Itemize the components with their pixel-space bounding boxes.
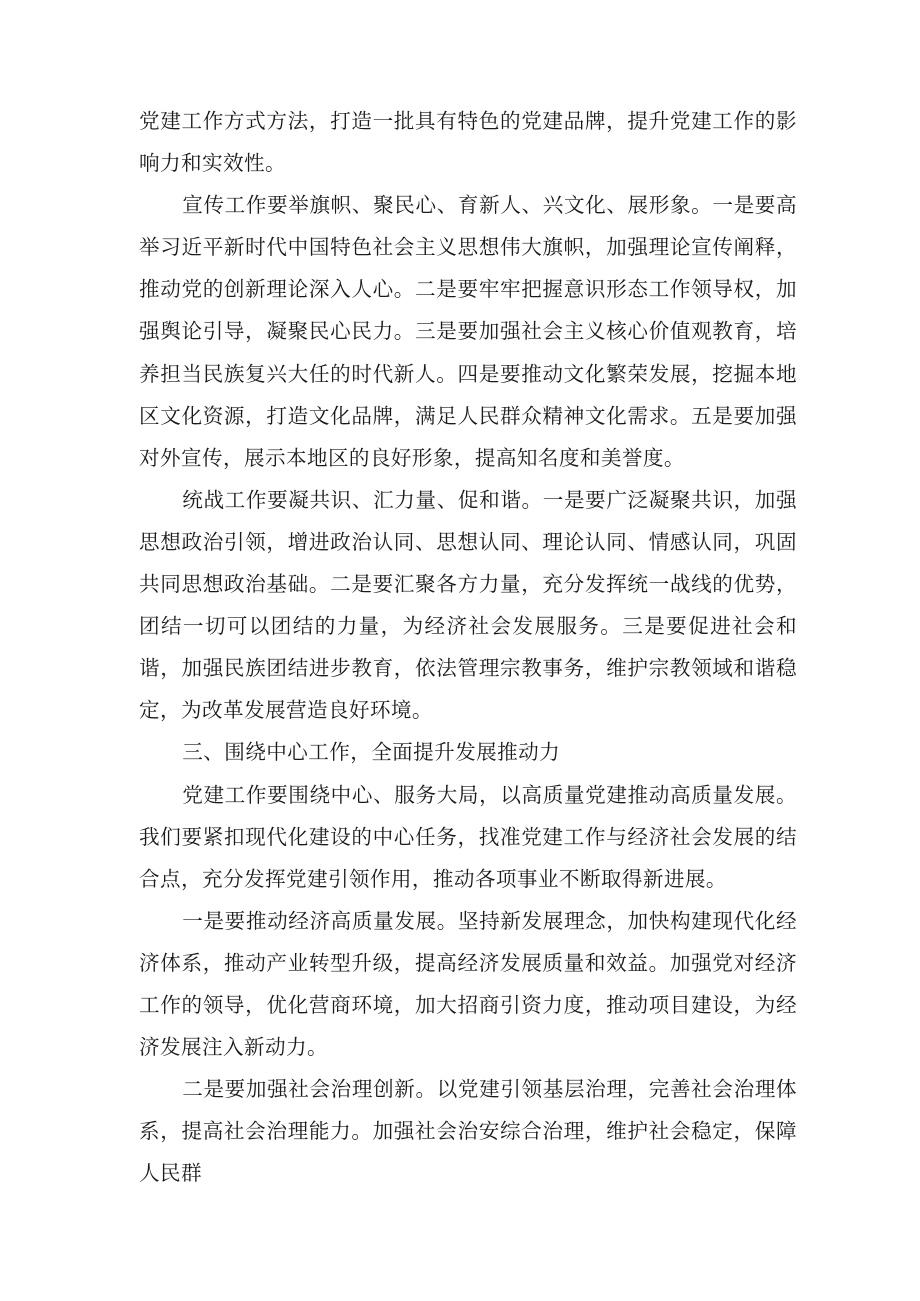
paragraph-central-work: 党建工作要围绕中心、服务大局，以高质量党建推动高质量发展。我们要紧扣现代化建设的中心任务，找准党建工作与经济社会发展的结合点，充分发挥党建引领作用，推动各项事业不断取得新进展。 [139,782,797,891]
paragraph-economic-development: 一是要推动经济高质量发展。坚持新发展理念，加快构建现代化经济体系，推动产业转型升级，提高经济发展质量和效益。加强党对经济工作的领导，优化营商环境，加大招商引资力度，推动项目建设，为经济发展注入新动力。 [139,908,797,1060]
paragraph-publicity-work: 宣传工作要举旗帜、聚民心、育新人、兴文化、展形象。一是要高举习近平新时代中国特色社会主义思想伟大旗帜，加强理论宣传阐释，推动党的创新理论深入人心。二是要牢牢把握意识形态工作领导权，加强舆论引导，凝聚民心民力。三是要加强社会主义核心价值观教育，培养担当民族复兴大任的时代新人。四是要推动文化繁荣发展，挖掘本地区文化资源，打造文化品牌，满足人民群众精神文化需求。五是要加强对外宣传，展示本地区的良好形象，提高知名度和美誉度。 [139,193,797,470]
paragraph-social-governance: 二是要加强社会治理创新。以党建引领基层治理，完善社会治理体系，提高社会治理能力。加强社会治安综合治理，维护社会稳定，保障人民群 [139,1077,797,1186]
paragraph-united-front-work: 统战工作要凝共识、汇力量、促和谐。一是要广泛凝聚共识，加强思想政治引领，增进政治认同、思想认同、理论认同、情感认同，巩固共同思想政治基础。二是要汇聚各方力量，充分发挥统一战线的优势，团结一切可以团结的力量，为经济社会发展服务。三是要促进社会和谐，加强民族团结进步教育，依法管理宗教事务，维护宗教领域和谐稳定，为改革发展营造良好环境。 [139,487,797,723]
section-heading: 三、围绕中心工作，全面提升发展推动力 [182,740,561,765]
document-body [139,100,797,1194]
paragraph-continuation: 党建工作方式方法，打造一批具有特色的党建品牌，提升党建工作的影响力和实效性。 [139,109,797,176]
